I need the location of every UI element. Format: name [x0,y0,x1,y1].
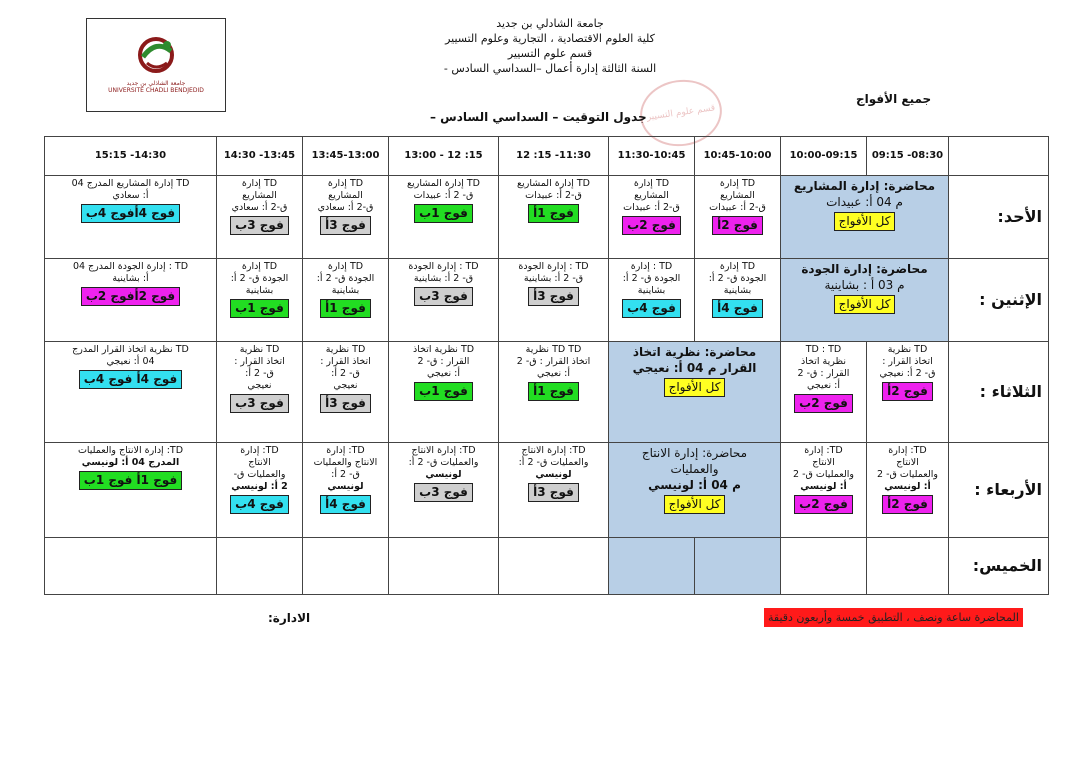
td-line: لونيسي [327,481,364,492]
group-tag: فوج 1ب [414,204,473,223]
td-line: TD: إدارة [240,445,279,456]
td-line: القرار : ق- 2 [797,368,850,379]
group-tag: فوج 3ب [414,287,473,306]
monday-td-6 [389,259,499,342]
td-line: الجودة ق- 2 أ: [316,273,375,284]
lecture-title: محاضرة: إدارة الانتاج [641,446,748,460]
td-line: ق- 2 أ: نعيجي [879,368,936,379]
sunday-td-9 [45,176,217,259]
td-line: TD إدارة [241,261,278,272]
day-monday: الإثنين : [949,259,1049,342]
td-line: TD: إدارة الانتاج والعمليات [77,445,184,456]
logo-text-ar: جامعة الشاذلي بن جديد [126,80,186,88]
monday-td-4 [609,259,695,342]
td-line: TD : TD [805,344,842,355]
td-line: ق-2 أ: عبيدات [525,190,582,201]
td-line: بشاينية [245,285,274,296]
td-line: أ: نعيجي [426,368,460,379]
time-slot-1: 09:15 -08:30 [867,137,949,176]
all-groups-label: جميع الأفواج [856,92,932,106]
tuesday-td-1 [867,342,949,443]
td-line: والعمليات ق- 2 [793,469,854,480]
td-line: اتخاذ القرار : [234,356,285,367]
td-line: أ: لونيسي [800,481,847,492]
stamp-text: قسم علوم التسيير [646,103,716,123]
wednesday-td-1 [867,443,949,538]
time-header-row [45,137,1049,176]
day-sunday: الأحد: [949,176,1049,259]
time-slot-4: 11:30-10:45 [609,137,695,176]
td-line: المشاريع [634,190,669,201]
group-tag: فوج 2ب [794,495,853,514]
monday-td-3 [695,259,781,342]
tuesday-td-7 [303,342,389,443]
td-line: والعمليات ق- 2 [877,469,938,480]
td-line: TD: إدارة [326,445,365,456]
sunday-lecture [781,176,949,259]
group-tag: فوج 1ب [414,382,473,401]
td-line: نظرية اتخاذ [801,356,846,367]
sunday-td-5 [499,176,609,259]
td-line: ق-2 أ: سعادي [231,202,288,213]
lecture-room-teacher: القرار م 04 أ: نعيجي [632,361,757,375]
sunday-td-4 [609,176,695,259]
thursday-cell-9 [45,538,217,595]
time-slot-9: 15:15 -14:30 [45,137,217,176]
day-wednesday: الأربعاء : [949,443,1049,538]
wednesday-td-5 [499,443,609,538]
lecture-title-cont: والعمليات [670,462,719,476]
td-line: ق- 2 أ: عبيدات [413,190,474,201]
group-tag: كل الأفواج [664,378,726,397]
td-line: TD TD نظرية [525,344,582,355]
td-line: TD: إدارة [888,445,927,456]
logo-text-fr: UNIVERSITE CHADLI BENDJEDID [108,87,204,94]
time-slot-7: 13:45-13:00 [303,137,389,176]
time-slot-6: 13:00 - 12 :15 [389,137,499,176]
td-line: TD : إدارة الجودة [518,261,589,272]
group-tag: فوج 3ب [230,216,289,235]
tuesday-td-9 [45,342,217,443]
td-line: أ: بشاينية [112,273,149,284]
tuesday-td-8 [217,342,303,443]
lecture-title: محاضرة: إدارة المشاريع [793,179,936,193]
td-line: TD نظرية [887,344,928,355]
group-tag: فوج 3ب [414,483,473,502]
group-tag: كل الأفواج [664,495,726,514]
wednesday-td-8 [217,443,303,538]
sunday-td-3 [695,176,781,259]
td-line: ق-2 أ: سعادي [317,202,374,213]
sunday-td-7 [303,176,389,259]
university-name: جامعة الشادلي بن جديد [496,17,604,30]
td-line: TD إدارة المشاريع المدرج 04 [71,178,190,189]
monday-row [45,259,1049,342]
monday-td-9 [45,259,217,342]
group-tag: فوج 2أفوج 2ب [81,287,180,306]
td-line: بشاينية [331,285,360,296]
sunday-row [45,176,1049,259]
wednesday-td-6 [389,443,499,538]
td-line: 04 أ: نعيجي [106,356,155,367]
td-line: TD إدارة [719,178,756,189]
td-line: أ: نعيجي [536,368,570,379]
thursday-cell-4 [609,538,695,595]
tuesday-td-5 [499,342,609,443]
year-semester: السنة الثالثة إدارة أعمال –السداسي السادس - [443,62,657,75]
td-line: لونيسي [425,469,462,480]
td-line: اتخاذ القرار : ق- 2 [516,356,591,367]
group-tag: فوج 2أ [882,495,933,514]
td-line: TD: إدارة الانتاج [521,445,586,456]
td-line: TD إدارة [327,178,364,189]
duration-note: المحاضرة ساعة ونصف ، التطبيق خمسة وأربعون دقيقة [764,608,1023,627]
faculty-name: كلية العلوم الاقتصادية ، التجارية وعلوم التسيير [445,32,655,45]
schedule-title: جدول التوقيت – السداسي السادس – [430,110,647,124]
monday-td-5 [499,259,609,342]
lecture-room-teacher: م 03 أ : بشاينية [824,278,905,292]
td-line: اتخاذ القرار : [882,356,933,367]
td-line: لونيسي [535,469,572,480]
group-tag: فوج 4أ [712,299,763,318]
university-logo [86,18,226,112]
group-tag: فوج 2أ [712,216,763,235]
td-line: ق-2 أ: عبيدات [623,202,680,213]
group-tag: كل الأفواج [834,295,896,314]
td-line: ق- 2 أ: [245,368,274,379]
td-line: الانتاج [896,457,919,468]
td-line: TD: إدارة [804,445,843,456]
group-tag: فوج 4أ فوج 4ب [79,370,183,389]
td-line: ق- 2 أ: [331,368,360,379]
lecture-room-teacher: م 04 أ: عبيدات [826,195,903,209]
time-slot-2: 10:00-09:15 [781,137,867,176]
group-tag: فوج 3أ [320,394,371,413]
university-emblem-icon [129,35,183,79]
sunday-td-6 [389,176,499,259]
td-line: TD إدارة المشاريع [517,178,590,189]
td-line: الجودة ق- 2 أ: [708,273,767,284]
td-line: الجودة ق- 2 أ: [622,273,681,284]
td-line: نعيجي [247,380,272,391]
thursday-cell-3 [695,538,781,595]
monday-lecture [781,259,949,342]
group-tag: فوج 1أ [320,299,371,318]
tuesday-td-2 [781,342,867,443]
td-line: والعمليات ق- [233,469,286,480]
lecture-title: محاضرة: نظرية اتخاذ [632,345,757,359]
monday-td-7 [303,259,389,342]
thursday-cell-5 [499,538,609,595]
td-line: أ: لونيسي [884,481,931,492]
td-line: ق- 2 أ: بشاينية [523,273,584,284]
td-line: والعمليات ق- 2 أ: [518,457,589,468]
td-line: أ: سعادي [112,190,149,201]
wednesday-td-9 [45,443,217,538]
day-tuesday: الثلاثاء : [949,342,1049,443]
thursday-cell-7 [303,538,389,595]
group-tag: فوج 3أ [528,287,579,306]
td-line: أ: نعيجي [806,380,840,391]
td-line: TD: إدارة الانتاج [411,445,476,456]
tuesday-lecture [609,342,781,443]
group-tag: فوج 2أ [882,382,933,401]
group-tag: فوج 1أ [528,204,579,223]
group-tag: فوج 4ب [622,299,681,318]
lecture-room-teacher: م 04 أ: لونيسي [648,478,741,492]
tuesday-row [45,342,1049,443]
group-tag: فوج 2ب [622,216,681,235]
group-tag: فوج 4ب [230,495,289,514]
td-line: TD : إدارة الجودة المدرج 04 [72,261,189,272]
td-line: بشاينية [637,285,666,296]
td-line: اتخاذ القرار : [320,356,371,367]
day-thursday: الخميس: [949,538,1049,595]
td-line: TD نظرية [325,344,366,355]
td-line: المشاريع [242,190,277,201]
thursday-cell-2 [781,538,867,595]
td-line: الانتاج [248,457,271,468]
td-line: TD نظرية اتخاذ [412,344,475,355]
monday-td-8 [217,259,303,342]
corner-cell [949,137,1049,176]
group-tag: فوج 4أ [320,495,371,514]
wednesday-td-7 [303,443,389,538]
td-line: TD إدارة [719,261,756,272]
thursday-cell-6 [389,538,499,595]
department-name: قسم علوم التسيير [507,47,593,60]
td-line: ق- 2 أ: [331,469,360,480]
group-tag: فوج 4أفوج 4ب [81,204,180,223]
td-line: TD : إدارة [630,261,673,272]
document-header [420,16,680,76]
thursday-cell-8 [217,538,303,595]
td-line: المدرج 04 أ: لونيسي [81,457,180,468]
time-slot-8: 14:30 -13:45 [217,137,303,176]
td-line: نعيجي [333,380,358,391]
td-line: 2 أ: لونيسي [231,481,288,492]
administration-signature-label: الادارة: [268,611,311,625]
group-tag: فوج 3أ [528,483,579,502]
tuesday-td-6 [389,342,499,443]
schedule-table [44,136,1049,595]
group-tag: فوج 1ب [230,299,289,318]
td-line: TD : إدارة الجودة [408,261,479,272]
td-line: القرار : ق- 2 [417,356,470,367]
td-line: TD نظرية [239,344,280,355]
td-line: المشاريع [720,190,755,201]
wednesday-row [45,443,1049,538]
td-line: الانتاج والعمليات [313,457,378,468]
time-slot-3: 10:45-10:00 [695,137,781,176]
td-line: TD إدارة [327,261,364,272]
td-line: TD إدارة [241,178,278,189]
wednesday-td-2 [781,443,867,538]
td-line: TD نظرية اتخاذ القرار المدرج [72,344,189,355]
td-line: الانتاج [812,457,835,468]
lecture-title: محاضرة: إدارة الجودة [801,262,928,276]
wednesday-lecture [609,443,781,538]
td-line: المشاريع [328,190,363,201]
group-tag: كل الأفواج [834,212,896,231]
sunday-td-8 [217,176,303,259]
group-tag: فوج 3ب [230,394,289,413]
thursday-row [45,538,1049,595]
group-tag: فوج 1أ [528,382,579,401]
td-line: الجودة ق- 2 أ: [230,273,289,284]
td-line: بشاينية [723,285,752,296]
time-slot-5: 12 :15 -11:30 [499,137,609,176]
group-tag: فوج 2ب [794,394,853,413]
td-line: ق-2 أ: عبيدات [709,202,766,213]
group-tag: فوج 1أ فوج 1ب [79,471,183,490]
thursday-cell-1 [867,538,949,595]
td-line: TD إدارة [633,178,670,189]
td-line: ق- 2 أ: بشاينية [413,273,474,284]
td-line: TD إدارة المشاريع [407,178,480,189]
td-line: والعمليات ق- 2 أ: [408,457,479,468]
group-tag: فوج 3أ [320,216,371,235]
